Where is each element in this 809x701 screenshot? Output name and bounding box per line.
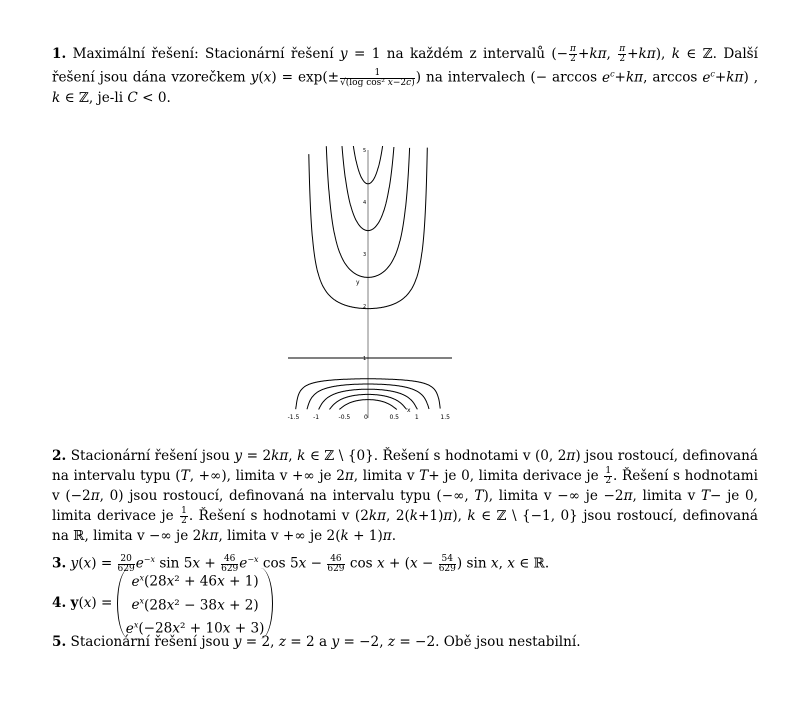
answer-4-number: 4. <box>52 594 67 611</box>
answer-2-text: je <box>585 488 598 504</box>
x-tick-label: -0.5 <box>338 414 351 421</box>
x-tick-label: 0.5 <box>389 414 400 421</box>
answer-1-number: 1. <box>52 46 67 62</box>
answer-2-text: Řešení s hodnotami v <box>198 508 350 524</box>
answer-1-text-a: Maximální řešení: Stacionární řešení <box>72 46 334 62</box>
answer-1-text-c: Další řešení jsou dána vzorečkem <box>52 46 759 86</box>
x-tick-label: -1.5 <box>287 414 300 421</box>
answer-2-text: limita v <box>642 488 696 504</box>
y-tick-label: 2 <box>363 304 367 310</box>
answer-2-text: limita v <box>362 468 415 484</box>
y-tick-label: 5 <box>363 148 367 154</box>
answer-2-text: jsou rostoucí, definovaná na intervalu typu <box>52 448 758 484</box>
answer-2-text: je <box>319 468 332 484</box>
x-axis-label: x <box>407 407 411 414</box>
answer-1-text-d: na intervalech <box>425 69 526 86</box>
answer-1: 1. Maximální řešení: Stacionární řešení y = 1 na každém z intervalů (− $\frac{\pi}{2}$ +kπ, $\frac{\pi}{2}$ +kπ), k ∈ ℤ. Další řešení jsou dána vzorečkem y(x) = exp(± $\frac{1}{\text{√(log cos² x−2c)}}$ ) na intervalech (− $\arccos e^c+k\pi$, $\arccos e^c+k\pi$) , k ∈ ℤ, je-li C < 0. <box>52 44 759 106</box>
y-axis-label: y <box>356 279 360 286</box>
answer-2-text: je <box>309 528 323 544</box>
answer-2-text: je 0, limita derivace je <box>52 488 758 524</box>
answer-5-text-b: a <box>319 634 328 650</box>
answer-3: 3. y(x) = $\frac{20}{629}$ $e^{-x}$ sin 5x + $\frac{46}{629}$ $e^{-x}$ cos 5x − $\frac{46}{629}$ cos x + (x − $\frac{54}{629}$ ) sin x, x ∈ ℝ. <box>52 553 550 574</box>
answer-2-text: jsou rostoucí, definovaná na intervalu typu <box>129 488 431 504</box>
answer-2-text: limita v <box>227 528 279 544</box>
answer-2-text: Řešení s hodnotami v <box>52 468 758 504</box>
solution-curves-plot <box>280 146 460 426</box>
answer-2-text: je <box>176 528 189 544</box>
answer-2-text: limita v <box>498 488 552 504</box>
x-tick-label: 1.5 <box>440 414 450 421</box>
answer-2-number: 2. <box>52 448 67 464</box>
answer-1-text-b: na každém z intervalů <box>386 46 545 62</box>
answer-2-text: limita v <box>93 528 145 544</box>
answer-3-number: 3. <box>52 555 67 572</box>
x-tick-label: 1 <box>414 414 419 421</box>
answer-2: 2. Stacionární řešení jsou y = 2kπ, k ∈ ℤ \ {0}. Řešení s hodnotami v (0, 2π) jsou rostoucí, definovaná na intervalu typu (T, +∞), limita v +∞ je 2π, limita v T+ je 0, limita derivace je $\frac{1}{2}$ . Řešení s hodnotami v (−2π, 0) jsou rostoucí, definovaná na intervalu typu (−∞, T), limita v −∞ je −2π, limita v T− je 0, limita derivace je $\frac{1}{2}$ . Řešení s hodnotami v (2kπ, 2(k+1)π), k ∈ ℤ \ {−1, 0} jsou rostoucí, definovaná na ℝ, limita v −∞ je 2kπ, limita v +∞ je 2(k + 1)π. <box>52 448 758 544</box>
answer-2-text: je 0, limita derivace je <box>444 468 599 484</box>
solution-curves <box>288 146 452 410</box>
x-tick-label: 0 <box>364 414 368 421</box>
solution-vector: $e^x(28x^2 + 46x + 1)$ $e^x(28x^2 - 38x + 2)$ $e^x(-28x^2 + 10x + 3)$ <box>117 568 274 639</box>
answer-5-text-a: Stacionární řešení jsou <box>70 634 230 650</box>
answer-4: 4. y(x) = $e^x(28x^2 + 46x + 1)$ $e^x(28x^2 - 38x + 2)$ $e^x(-28x^2 + 10x + 3)$ <box>52 568 758 639</box>
answer-1-text-e: je-li <box>97 89 124 106</box>
y-tick-label: 3 <box>363 252 367 258</box>
answer-2-text: Stacionární řešení jsou <box>70 448 230 464</box>
answer-5-text-c: Obě jsou nestabilní. <box>443 634 581 650</box>
x-tick-label: -1 <box>313 414 320 421</box>
answer-2-text: Řešení s hodnotami v <box>382 448 531 464</box>
x-tick-labels <box>288 414 451 421</box>
y-tick-label: 4 <box>363 200 367 206</box>
answer-2-text: jsou rostoucí, definovaná na <box>52 508 758 544</box>
answer-5: 5. Stacionární řešení jsou y = 2, z = 2 a y = −2, z = −2. Obě jsou nestabilní. <box>52 634 581 650</box>
y-tick-label: 1 <box>363 356 367 362</box>
answer-5-number: 5. <box>52 634 67 650</box>
answer-2-text: limita v <box>235 468 288 484</box>
